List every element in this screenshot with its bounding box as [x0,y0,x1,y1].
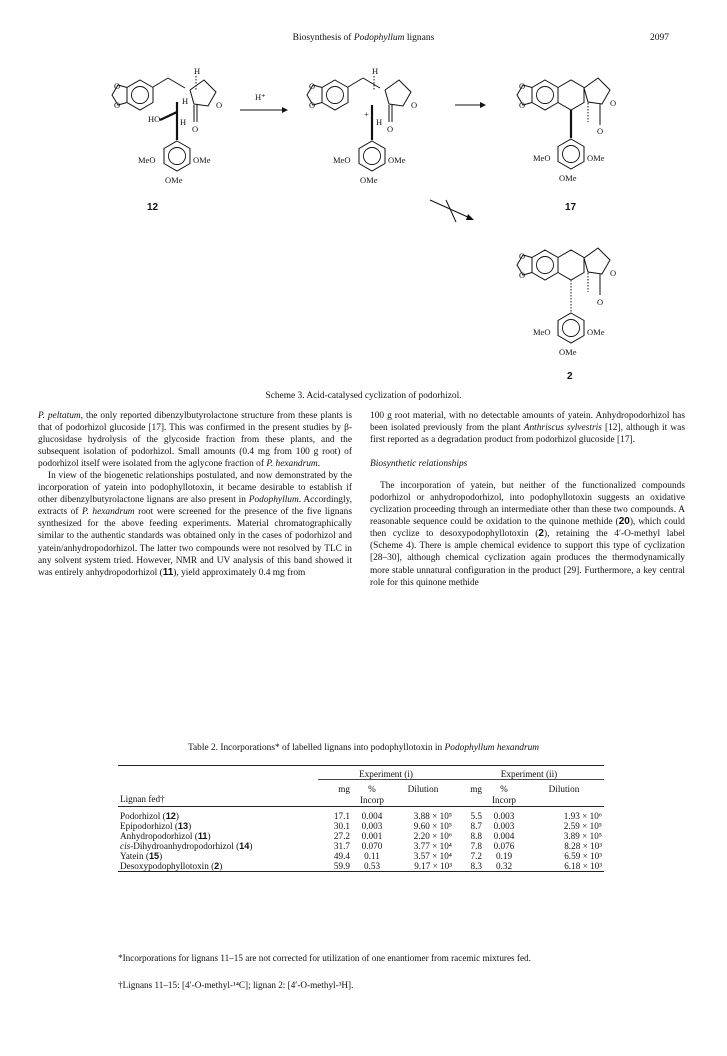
text-run: Anthriscus sylvestris [523,423,602,434]
atom-label: OMe [587,153,605,163]
table-cell-mg1: 17.1 [333,811,350,821]
header-title-post: lignans [404,33,435,43]
atom-label: O [597,297,604,307]
table-header-pct: % [368,784,376,794]
table-cell-d2: 6.59 × 10³ [564,851,602,861]
text-run: root were screened for the presence of the five lignans synthesized for the above feeding experiments. Material chromatographically similar to the authentic standards was obtained only in the cases of podorhizol and yatein/anhydropodorhizol. The latter two compounds were not resolved by TLC in any solvent system tried. However, NMR and UV analysis of this band showed it was entirely anhydropodorhizol ( [38,507,352,578]
lignan-name: cis-Dihydroanhydropodorhizol (14) [120,841,253,851]
structure-12-lactone-ring [190,80,216,106]
table-cell-p2: 0.003 [493,811,515,821]
lignan-name: Yatein (15) [120,851,163,861]
text-run: [12], although it was first reported as a degradation product from podorhizol glucoside [17]. [370,423,685,446]
lignan-name: Epipodorhizol (13) [120,821,192,831]
compound-label-12: 12 [147,202,159,213]
table-header-incorp: Incorp [492,795,516,805]
table-header-mg: mg [470,784,482,794]
text-run: 2 [538,528,544,540]
text-run: 20 [618,516,630,528]
header-title-genus: Podophyllum [353,33,405,43]
text-run: P. hexandrum [266,459,318,470]
table-cell-p2: 0.19 [495,851,513,861]
atom-label: O [411,100,418,110]
atom-label: OMe [388,155,406,165]
table-header-row-1 [118,784,604,794]
reagent-acid: H⁺ [255,92,266,102]
table-header-dilution: Dilution [407,784,439,794]
table-cell-p2: 0.003 [493,821,515,831]
text-run: Podophyllum [248,495,299,506]
structure-cation-intermediate [307,66,417,185]
text-run: P. peltatum [38,411,81,421]
atom-label: O [309,100,316,110]
table-cell-mg2: 7.2 [470,851,482,861]
structure-17-benzodioxole-ring [532,80,558,110]
table-cell-mg2: 7.8 [470,841,482,851]
table-cell-d2: 2.59 × 10⁵ [563,821,602,831]
table-footnote-1: *Incorporations for lignans 11–15 are not corrected for utilization of one enantiomer from racemic mixtures fed. [118,953,531,963]
atom-label: O [519,100,526,110]
table-caption-text: Table 2. Incorporations* of labelled lignans into podophyllotoxin in [187,743,445,753]
left-column [38,410,352,579]
atom-label: H [180,117,187,127]
table-cell-p2: 0.076 [493,841,515,851]
table-row [118,841,604,851]
compound-label-17: 17 [565,202,577,213]
atom-label: H [194,66,201,76]
scheme-caption: Scheme 3. Acid-catalysed cyclization of podorhizol. [265,391,462,401]
atom-label: O [192,124,199,134]
header-title-pre: Biosynthesis of [292,33,354,43]
atom-label: OMe [193,155,211,165]
table-cell-d2: 3.89 × 10⁵ [563,831,602,841]
page-number: 2097 [650,33,669,43]
table-cell-p1: 0.070 [361,841,383,851]
cation-trimethoxyphenyl-ring [359,141,385,171]
table-cell-mg1: 27.2 [333,831,350,841]
table-header-pct: % [500,784,508,794]
table-cell-d1: 9.60 × 10⁵ [413,821,452,831]
table-caption-species: Podophyllum hexandrum [444,743,540,753]
table-caption [0,743,727,753]
left-paragraph-2 [38,470,352,578]
incorporation-table [118,765,604,874]
atom-label: OMe [559,173,577,183]
arrow-head [480,102,486,108]
text-run: 100 g root material, with no detectable amounts of yatein. Anhydropodorhizol has been isolated previously from the plant [370,411,685,434]
table-row [118,861,604,872]
table-cell-p1: 0.004 [361,811,383,821]
atom-label: MeO [533,327,551,337]
table-header-row-2 [118,794,604,807]
table-cell-mg1: 30.1 [333,821,350,831]
table-cell-d1: 3.88 × 10⁵ [413,811,452,821]
table-header-lignan-fed: Lignan fed† [120,794,165,804]
table-cell-d1: 9.17 × 10³ [414,861,452,871]
arrow-head [282,107,288,113]
atom-label: OMe [360,175,378,185]
table-row [118,821,604,831]
text-run: . [317,459,321,470]
table-cell-d2: 1.93 × 10⁶ [563,811,602,821]
table-cell-p2: 0.004 [493,831,515,841]
table-cell-p2: 0.32 [495,861,513,871]
atom-label: MeO [138,155,156,165]
structure-17-lactone-ring [584,78,610,104]
lignan-name: Desoxypodophyllotoxin (2) [120,861,223,871]
text-run: . Accordingly, extracts of [38,495,352,518]
text-run: The incorporation of yatein, but neither of the functionalized compounds podorhizol or anhydropodorhizol, into podophyllotoxin suggests an oxidative cyclization proceeding through an intermediate other than these two compounds. A reasonable sequence could be oxidation to the quinone methide ( [370,481,685,528]
structure-2-lactone-ring [584,248,610,274]
atom-label: O [519,251,526,261]
compound-label-2: 2 [567,371,573,382]
table-cell-p1: 0.11 [364,851,380,861]
table-row [118,811,604,821]
table-group-experiment-ii: Experiment (ii) [500,769,558,779]
table-cell-mg2: 8.7 [470,821,482,831]
lignan-name: Podorhizol (12) [120,811,179,821]
table-cell-p1: 0.001 [361,831,383,841]
structure-2-trimethoxyphenyl-ring [558,313,584,343]
atom-label: O [114,81,121,91]
table-cell-d1: 3.77 × 10⁴ [413,841,452,851]
right-paragraph-1 [370,410,685,446]
table-group-experiment-i: Experiment (i) [359,769,413,779]
table-cell-mg2: 8.8 [470,831,482,841]
atom-label: OMe [587,327,605,337]
table-header-mg: mg [338,784,350,794]
text-run: ), which could then cyclize to desoxypodophyllotoxin ( [370,517,685,540]
table-cell-d1: 2.20 × 10⁶ [413,831,452,841]
structure-2 [517,248,616,357]
table-cell-mg2: 8.3 [470,861,482,871]
structure-2-benzodioxole-ring [532,250,558,280]
left-paragraph-1 [38,410,352,470]
structure-12-trimethoxyphenyl-ring [164,141,190,171]
table-cell-mg1: 31.7 [333,841,350,851]
table-cell-d2: 8.28 × 10³ [564,841,602,851]
atom-label: OMe [165,175,183,185]
atom-label: H [182,96,189,106]
table-top-rule [118,766,604,780]
atom-label: OMe [559,347,577,357]
table-cell-mg1: 59.9 [333,861,350,871]
table-header-dilution: Dilution [548,784,580,794]
atom-label: O [216,100,223,110]
right-column [370,410,685,589]
atom-label: O [597,126,604,136]
table-row [118,851,604,861]
text-run: ), retaining the 4′-O-methyl label (Scheme 4). There is ample chemical evidence to support this type of cyclization [28–30], although chemical cyclization again produces the thermodynamically more stable unnatural configuration in the product [29]. Furthermore, a key central role for this quinone methide [370,529,686,588]
structure-12 [112,66,222,185]
table-cell-d2: 6.18 × 10³ [564,861,602,871]
cation-lactone-ring [385,80,411,106]
atom-label: O [610,268,617,278]
text-run: P. hexandrum [82,507,135,518]
atom-label: MeO [533,153,551,163]
lignan-name: Anhydropodorhizol (11) [120,831,211,841]
atom-label: H [372,66,379,76]
table-footnote-2: †Lignans 11–15: [4′-O-methyl-¹⁴C]; lignan 2: [4′-O-methyl-³H]. [118,980,354,990]
atom-label: O [114,100,121,110]
text-run: 11 [162,566,174,578]
structure-12-benzodioxole-ring [127,80,153,110]
atom-label: O [519,270,526,280]
atom-label: MeO [333,155,351,165]
atom-label: O [610,98,617,108]
table-row [118,831,604,841]
table-cell-p1: 0.003 [361,821,383,831]
section-heading: Biosynthetic relationships [370,459,468,470]
table-body [118,811,604,872]
table-header-incorp: Incorp [360,795,384,805]
atom-label: O [387,124,394,134]
table-cell-mg2: 5.5 [470,811,482,821]
cation-charge: + [364,109,369,119]
structure-17-trimethoxyphenyl-ring [558,139,584,169]
right-paragraph-2 [370,480,685,588]
table-cell-mg1: 49.4 [333,851,350,861]
atom-label: O [309,81,316,91]
atom-label: O [519,81,526,91]
structure-17 [517,78,616,183]
text-run: In view of the biogenetic relationships postulated, and now demonstrated by the incorporation of yatein into podophyllotoxin, it became desirable to establish if other dibenzylbutyrolactone lignans are also present in [38,471,352,506]
table-cell-p1: 0.53 [363,861,381,871]
scheme-3-figure [0,50,727,390]
table-cell-d1: 3.57 × 10⁴ [413,851,452,861]
text-run: ), yield approximately 0.4 mg from [173,567,306,578]
running-header [0,33,727,43]
atom-label: HO [148,114,161,124]
cation-benzodioxole-ring [322,80,348,110]
arrow-head [466,214,474,220]
atom-label: H [376,117,383,127]
text-run: , the only reported dibenzylbutyrolactone structure from these plants is that of podorhizol glucoside [17]. This was confirmed in the present studies by β-glucosidase hydrolysis of the glycoside fraction from these plants, and the subsequent isolation of podorhizol. Small amounts (0.4 mg from 100 g root) of podorhizol itself were isolated from the aglycone fraction of [38,411,352,470]
